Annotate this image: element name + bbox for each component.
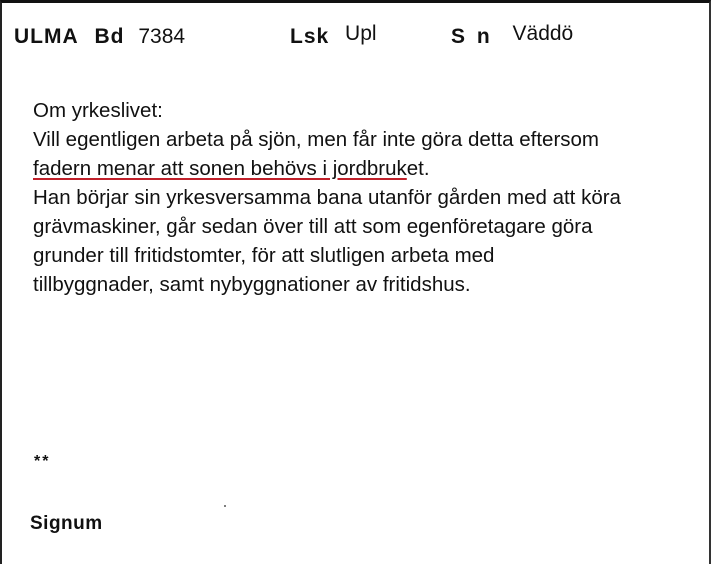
- body-line-3: Han börjar sin yrkesversamma bana utanför gården med att köra: [33, 186, 621, 209]
- ulma-field: [14, 25, 185, 49]
- lsk-label: Lsk: [290, 25, 330, 48]
- sn-field: [451, 22, 574, 49]
- body-text: [33, 96, 703, 299]
- sn-value: Väddö: [512, 22, 574, 45]
- body-line-6: tillbyggnader, samt nybyggnationer av fritidshus.: [33, 273, 471, 296]
- body-heading: Om yrkeslivet:: [33, 99, 163, 122]
- bd-value: 7384: [138, 25, 186, 48]
- body-line-1: Vill egentligen arbeta på sjön, men får inte göra detta eftersom: [33, 128, 599, 151]
- ulma-label: ULMA: [14, 25, 79, 48]
- underlined-phrase: fadern menar att sonen behövs i jordbruk: [33, 157, 407, 180]
- body-line-4: grävmaskiner, går sedan över till att som egenföretagare göra: [33, 215, 593, 238]
- body-line-2-rest: et.: [406, 157, 430, 180]
- lsk-value: Upl: [345, 22, 377, 45]
- body-line-2: [33, 154, 703, 183]
- sn-label: S n: [451, 25, 493, 48]
- lsk-field: [290, 22, 377, 49]
- scan-speck: [224, 505, 226, 507]
- signum-label: Signum: [30, 513, 103, 534]
- stars-marker: **: [34, 453, 51, 470]
- body-line-5: grunder till fritidstomter, för att slutligen arbeta med: [33, 244, 495, 267]
- bd-label: Bd: [94, 25, 125, 48]
